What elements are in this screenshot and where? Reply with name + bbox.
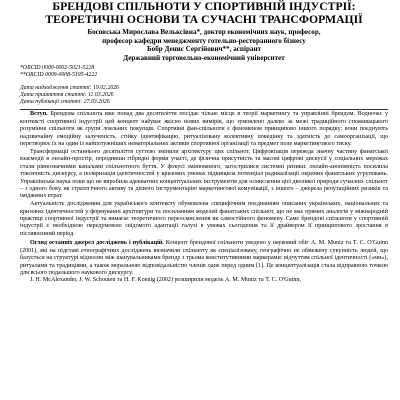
article-title-line-1: БРЕНДОВІ СПІЛЬНОТИ У СПОРТИВНІЙ ІНДУСТРІЇ:: [52, 0, 356, 13]
author-1-position: професор кафедри менеджменту готельно-ресторанного бізнесу: [102, 36, 306, 45]
article-dates: [20, 85, 388, 106]
date-accepted: Дата прийняття статті: 11.03.2026: [20, 92, 114, 99]
author-2-line: [20, 45, 388, 54]
orcid-author-2: **ORCID 0009-0008-5195-4222: [20, 72, 98, 79]
author-affiliation: Державний торговельно-економічний університет: [123, 53, 285, 62]
orcid-block: [20, 65, 388, 79]
review-paragraph-1: Огляд останніх джерел досліджень і публікацій. Концепт брендової спільноти уведено у науковий обіг A. M. Muniz та T. C. O'Guinn (2001), які на підставі етнографічних досліджень визначили спільноту як спеціалізовану, географічно не обмежену сукупність людей, що базується на структурі відносин між шанувальниками бренду з трьома конститутивними маркерами: відчуттям спільної ідентичності («ми»), ритуалами та традиціями, а також моральною відповідальністю членів одне перед одним [1]. Це концептуалізація стала відправною точкою для всього подальшого наукового дискурсу.: [20, 240, 388, 276]
author-1-name: Босовська Мирослава Вельксівна*,: [87, 28, 202, 36]
author-1-degree: доктор економічних наук, професор,: [201, 28, 321, 36]
author-block: [20, 28, 388, 62]
article-title-line-2: ТЕОРЕТИЧНІ ОСНОВИ ТА СУЧАСНІ ТРАНСФОРМАЦІЇ: [45, 13, 363, 26]
intro-paragraph-2: Трансформації останнього десятиліття суттєво змінили архітектуру цих спільнот. Цифровізація переведа значну частину фанатської взаємодії в онлайн-простір, породивши гібридні форми участі, де фізична присутність та масові цифрові дискусії у соціальних мережах стали рівнозначними каналами спільнотного буття. У фокусі змінюваного, загострилися системні ризики: онлайн-анонімність посилила токсичність дискурсу, а поляризація ідентичностей у кризових умовах підвищила потенціал радикалізації окремих фанатських угруповань. Управлінська наука поки що не виробила адекватних концептуальних інструментів для осмислення цієї дволикої природи сучасних спільнот – з одного боку, як стратегічного активу та дієвого інструментарію маркетингової комунікації, з іншого – джерела репутаційних ризиків та іміджевих втрат.: [20, 148, 388, 200]
date-received: Дата надходження статті: 19.02.2026: [20, 85, 120, 92]
literature-review-section: [20, 240, 388, 284]
author-2-name: Бобр Денис Сергійович**,: [146, 45, 232, 54]
introduction-section: [20, 111, 388, 238]
review-paragraph-2: J. H. McAlexander, J. W. Schouten та H. F. Koenig (2002) розширили модель A. M. Muniz та T. C. O'Guinn,: [30, 277, 301, 284]
intro-paragraph-1: Вступ. Брендова спільнота вже понад два десятиліття посідає чільне місце в теорії маркетингу та управлінні брендом. Водночас у контексті спортивної індустрії цей концепт набуває якісно нових вимірів, що зумовлено далеко за межі традиційного споживацького розуміння спільноти як групи лояльних покупців. Спортивні фан-спільноти є феноменом принципово іншого порядку: вони поєднують надзвичайну емоційну залученість, стійку ідентифікацію, ритуалізовану колективну поведінку та здатність до самоорганізації, що перетворює їх на один із найпотужніших нематеріальних активів спортивної організації та предмет поле маркетингового тиску.: [20, 111, 388, 147]
author-2-degree: аспірант: [231, 45, 262, 54]
author-1-line: [20, 28, 388, 37]
intro-heading: Вступ.: [30, 111, 48, 118]
review-heading: Огляд останніх джерел досліджень і публікацій.: [30, 240, 164, 247]
orcid-author-1: *ORCID 0000-0002-5021-5228: [20, 65, 95, 72]
date-published: Дата публікації статті: 27.03.2026: [20, 99, 110, 106]
intro-paragraph-3: Актуальність дослідження для українського контексту обумовлена специфічним поєднанням описаних українських, національних та кризових ідентичностей у формуванні архітектури та посиланням моделей фанатських спільнот, що не має прямих аналогів у міжнародній практиці спортивної індустрії та вимагає теоретичного переосмислення як самостійного феномену. Саме брендові спільноти у спортивній індустрії є необхідною передумовою свідомого адаптації галузі в умовах сьогодення та її драйвером її принципового зростання в післявоєнний період.: [20, 201, 388, 237]
article-title: [20, 0, 388, 26]
